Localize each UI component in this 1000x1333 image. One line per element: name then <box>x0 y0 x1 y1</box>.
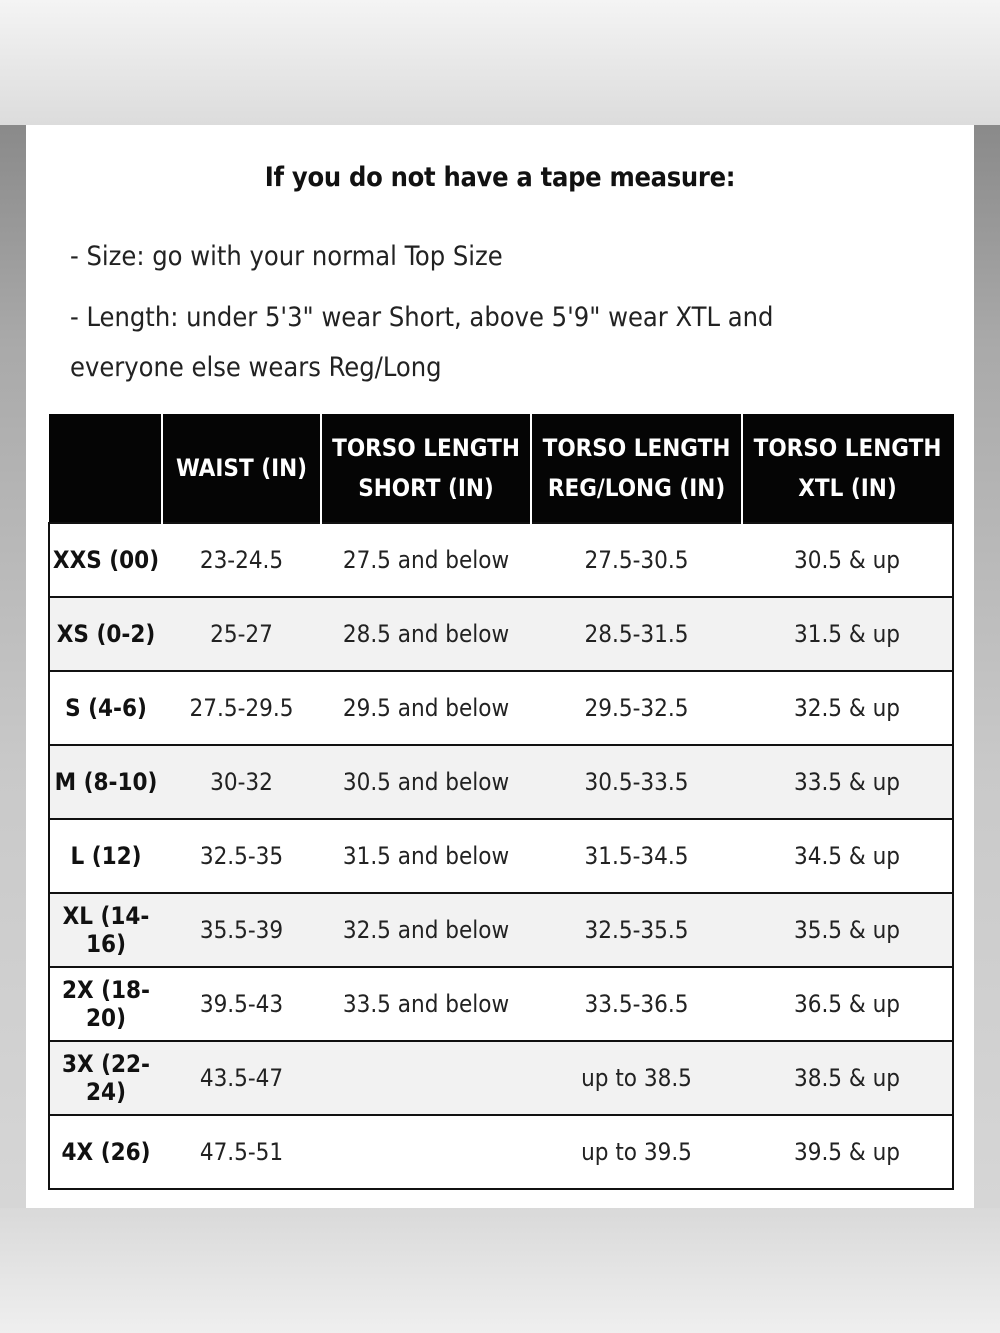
table-row <box>49 671 953 745</box>
cell-waist: 35.5-39 <box>162 893 321 967</box>
cell-torso-reg: 30.5-33.5 <box>531 745 742 819</box>
cell-torso-reg: 33.5-36.5 <box>531 967 742 1041</box>
header-size <box>49 414 162 523</box>
table-row <box>49 597 953 671</box>
cell-size: L (12) <box>49 819 162 893</box>
cell-torso-xtl: 36.5 & up <box>742 967 953 1041</box>
background-right-edge <box>974 125 1000 1208</box>
header-torso-xtl <box>742 414 953 523</box>
cell-torso-xtl: 30.5 & up <box>742 523 953 597</box>
cell-waist: 25-27 <box>162 597 321 671</box>
table-row <box>49 819 953 893</box>
table-row <box>49 523 953 597</box>
table-row <box>49 1041 953 1115</box>
header-waist: WAIST (IN) <box>162 414 321 523</box>
background-bottom <box>0 1208 1000 1333</box>
header-torso-xtl-line1: TORSO LENGTH <box>753 434 942 462</box>
cell-torso-xtl: 35.5 & up <box>742 893 953 967</box>
table-row <box>49 967 953 1041</box>
header-torso-short <box>321 414 531 523</box>
cell-torso-xtl: 32.5 & up <box>742 671 953 745</box>
table-row <box>49 893 953 967</box>
cell-torso-short: 32.5 and below <box>321 893 531 967</box>
header-torso-reg <box>531 414 742 523</box>
cell-torso-reg: 29.5-32.5 <box>531 671 742 745</box>
cell-torso-xtl: 39.5 & up <box>742 1115 953 1189</box>
length-note: - Length: under 5'3" wear Short, above 5'9" wear XTL and everyone else wears Reg/Long <box>70 302 774 383</box>
cell-waist: 39.5-43 <box>162 967 321 1041</box>
table-row <box>49 1115 953 1189</box>
cell-torso-short: 29.5 and below <box>321 671 531 745</box>
cell-torso-short: 27.5 and below <box>321 523 531 597</box>
cell-size: S (4-6) <box>49 671 162 745</box>
table-header-row <box>49 414 953 523</box>
size-note: - Size: go with your normal Top Size <box>70 241 503 272</box>
cell-size: XXS (00) <box>49 523 162 597</box>
size-chart-table <box>48 414 954 1190</box>
cell-torso-reg: up to 39.5 <box>531 1115 742 1189</box>
cell-torso-reg: 27.5-30.5 <box>531 523 742 597</box>
header-torso-xtl-line2: XTL (IN) <box>798 474 897 502</box>
cell-torso-reg: 28.5-31.5 <box>531 597 742 671</box>
cell-size: XL (14-16) <box>49 893 162 967</box>
cell-waist: 47.5-51 <box>162 1115 321 1189</box>
cell-waist: 30-32 <box>162 745 321 819</box>
cell-torso-reg: 32.5-35.5 <box>531 893 742 967</box>
cell-torso-reg: 31.5-34.5 <box>531 819 742 893</box>
cell-torso-reg: up to 38.5 <box>531 1041 742 1115</box>
background-left-edge <box>0 125 26 1208</box>
header-torso-reg-line1: TORSO LENGTH <box>542 434 731 462</box>
background-top <box>0 0 1000 125</box>
cell-torso-xtl: 33.5 & up <box>742 745 953 819</box>
cell-size: M (8-10) <box>49 745 162 819</box>
cell-waist: 43.5-47 <box>162 1041 321 1115</box>
cell-size: 2X (18-20) <box>49 967 162 1041</box>
cell-torso-xtl: 34.5 & up <box>742 819 953 893</box>
cell-torso-short: 33.5 and below <box>321 967 531 1041</box>
cell-torso-short <box>321 1041 531 1115</box>
cell-waist: 32.5-35 <box>162 819 321 893</box>
header-torso-short-line1: TORSO LENGTH <box>332 434 520 462</box>
cell-waist: 23-24.5 <box>162 523 321 597</box>
cell-torso-short: 30.5 and below <box>321 745 531 819</box>
cell-torso-short: 28.5 and below <box>321 597 531 671</box>
header-torso-reg-line2: REG/LONG (IN) <box>547 474 726 502</box>
cell-size: XS (0-2) <box>49 597 162 671</box>
cell-size: 4X (26) <box>49 1115 162 1189</box>
cell-torso-xtl: 31.5 & up <box>742 597 953 671</box>
cell-torso-short <box>321 1115 531 1189</box>
cell-waist: 27.5-29.5 <box>162 671 321 745</box>
cell-torso-xtl: 38.5 & up <box>742 1041 953 1115</box>
cell-torso-short: 31.5 and below <box>321 819 531 893</box>
table-row <box>49 745 953 819</box>
page-heading: If you do not have a tape measure: <box>264 162 736 193</box>
cell-size: 3X (22-24) <box>49 1041 162 1115</box>
header-torso-short-line2: SHORT (IN) <box>358 474 494 502</box>
